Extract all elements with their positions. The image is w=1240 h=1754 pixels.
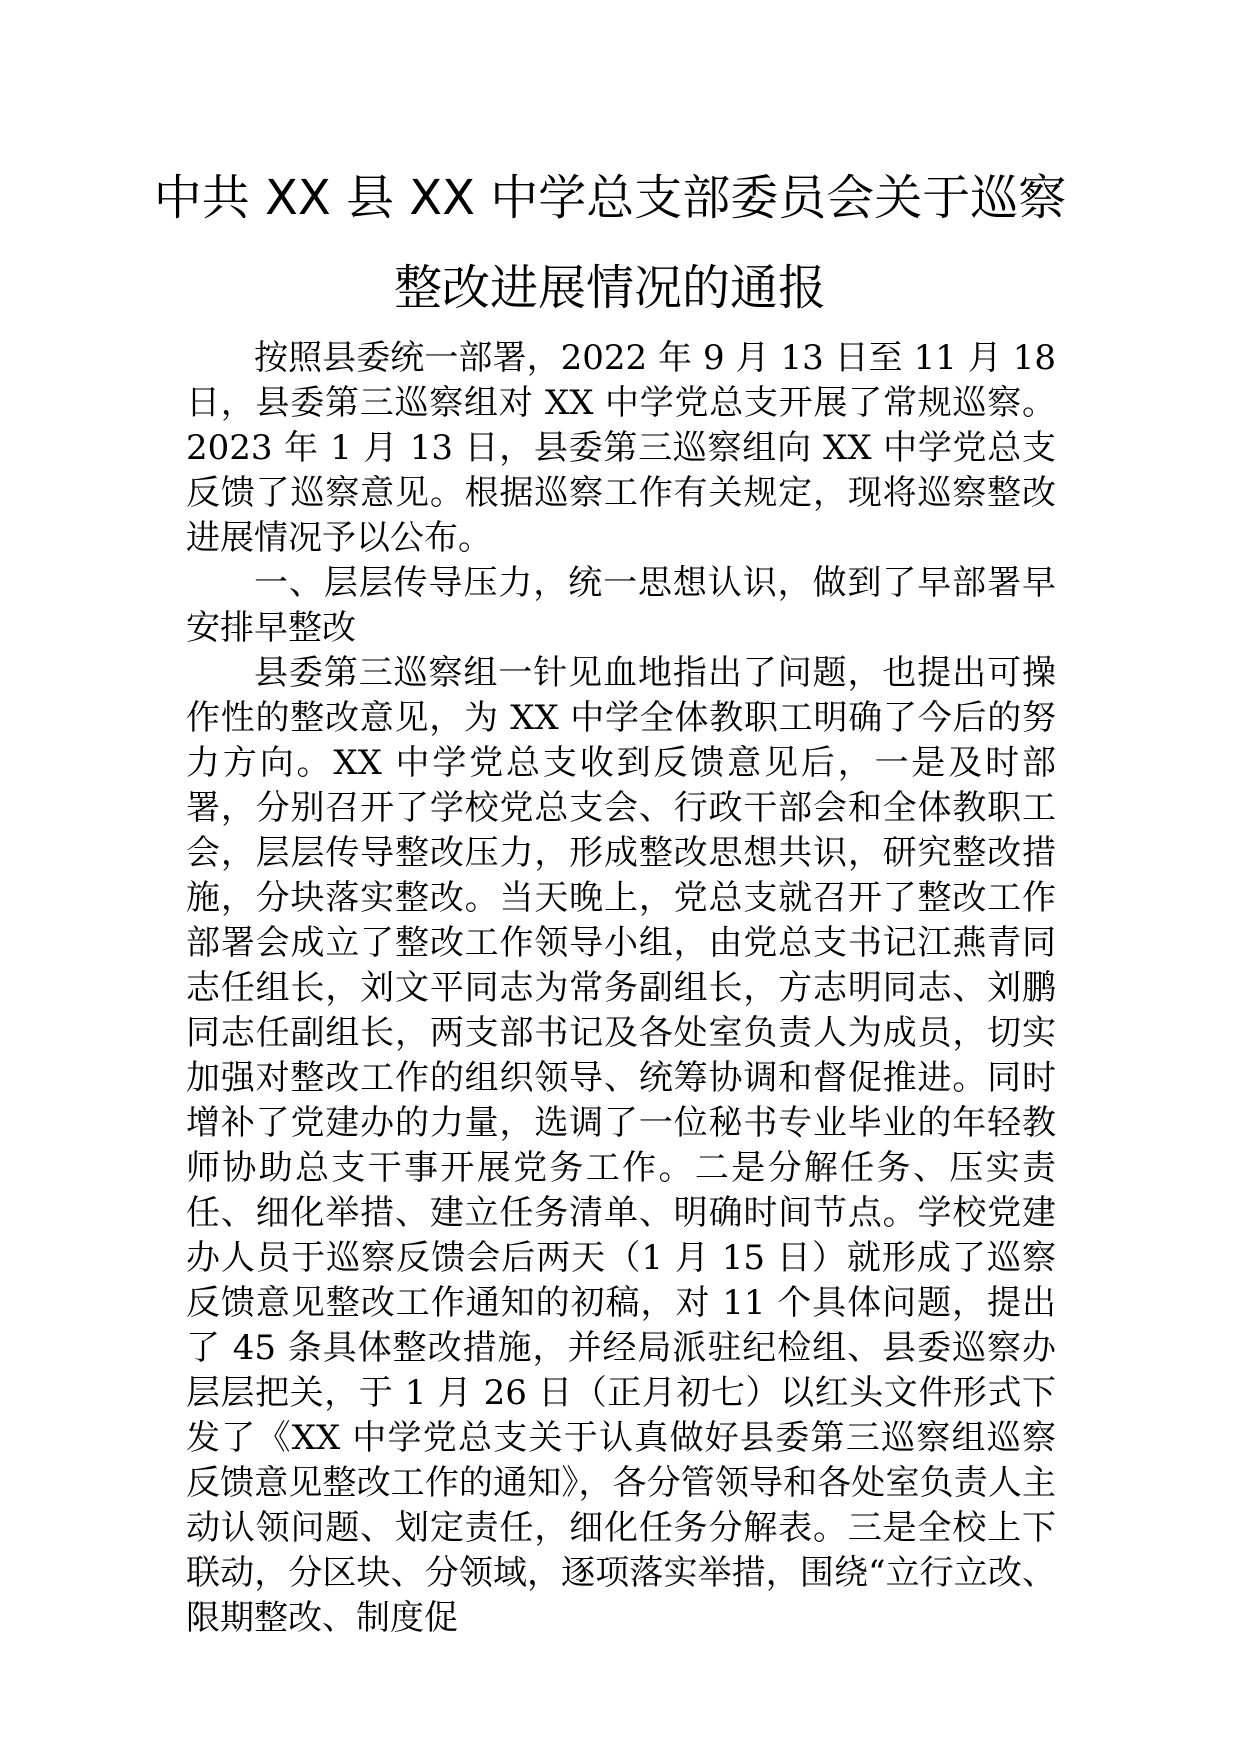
document-title-line-1: 中共 XX 县 XX 中学总支部委员会关于巡察 bbox=[153, 170, 1067, 226]
intro-paragraph: 按照县委统一部署，2022 年 9 月 13 日至 11 月 18 日，县委第三巡察组对 XX 中学党总支开展了常规巡察。2023 年 1 月 13 日，县委第三巡察组向 XX 中学党总支反馈了巡察意见。根据巡察工作有关规定，现将巡察整改进展情况予以公布。 bbox=[186, 338, 1056, 558]
document-body bbox=[186, 336, 1056, 1641]
document-title-line-2: 整改进展情况的通报 bbox=[393, 260, 826, 316]
section-heading-1: 一、层层传导压力，统一思想认识，做到了早部署早安排早整改 bbox=[186, 563, 1056, 648]
section-1-paragraph: 县委第三巡察组一针见血地指出了问题，也提出可操作性的整改意见，为 XX 中学全体教职工明确了今后的努力方向。XX 中学党总支收到反馈意见后，一是及时部署，分别召开了学校党总支会、行政干部会和全体教职工会，层层传导整改压力，形成整改思想共识，研究整改措施，分块落实整改。当天晚上，党总支就召开了整改工作部署会成立了整改工作领导小组，由党总支书记江燕青同志任组长，刘文平同志为常务副组长，方志明同志、刘鹏同志任副组长，两支部书记及各处室负责人为成员，切实加强对整改工作的组织领导、统筹协调和督促推进。同时增补了党建办的力量，选调了一位秘书专业毕业的年轻教师协助总支干事开展党务工作。二是分解任务、压实责任、细化举措、建立任务清单、明确时间节点。学校党建办人员于巡察反馈会后两天（1 月 15 日）就形成了巡察反馈意见整改工作通知的初稿，对 11 个具体问题，提出了 45 条具体整改措施，并经局派驻纪检组、县委巡察办层层把关，于 1 月 26 日（正月初七）以红头文件形式下发了《XX 中学党总支关于认真做好县委第三巡察组巡察反馈意见整改工作的通知》，各分管领导和各处室负责人主动认领问题、划定责任，细化任务分解表。三是全校上下联动，分区块、分领域，逐项落实举措，围绕“立行立改、限期整改、制度促 bbox=[186, 653, 1056, 1638]
